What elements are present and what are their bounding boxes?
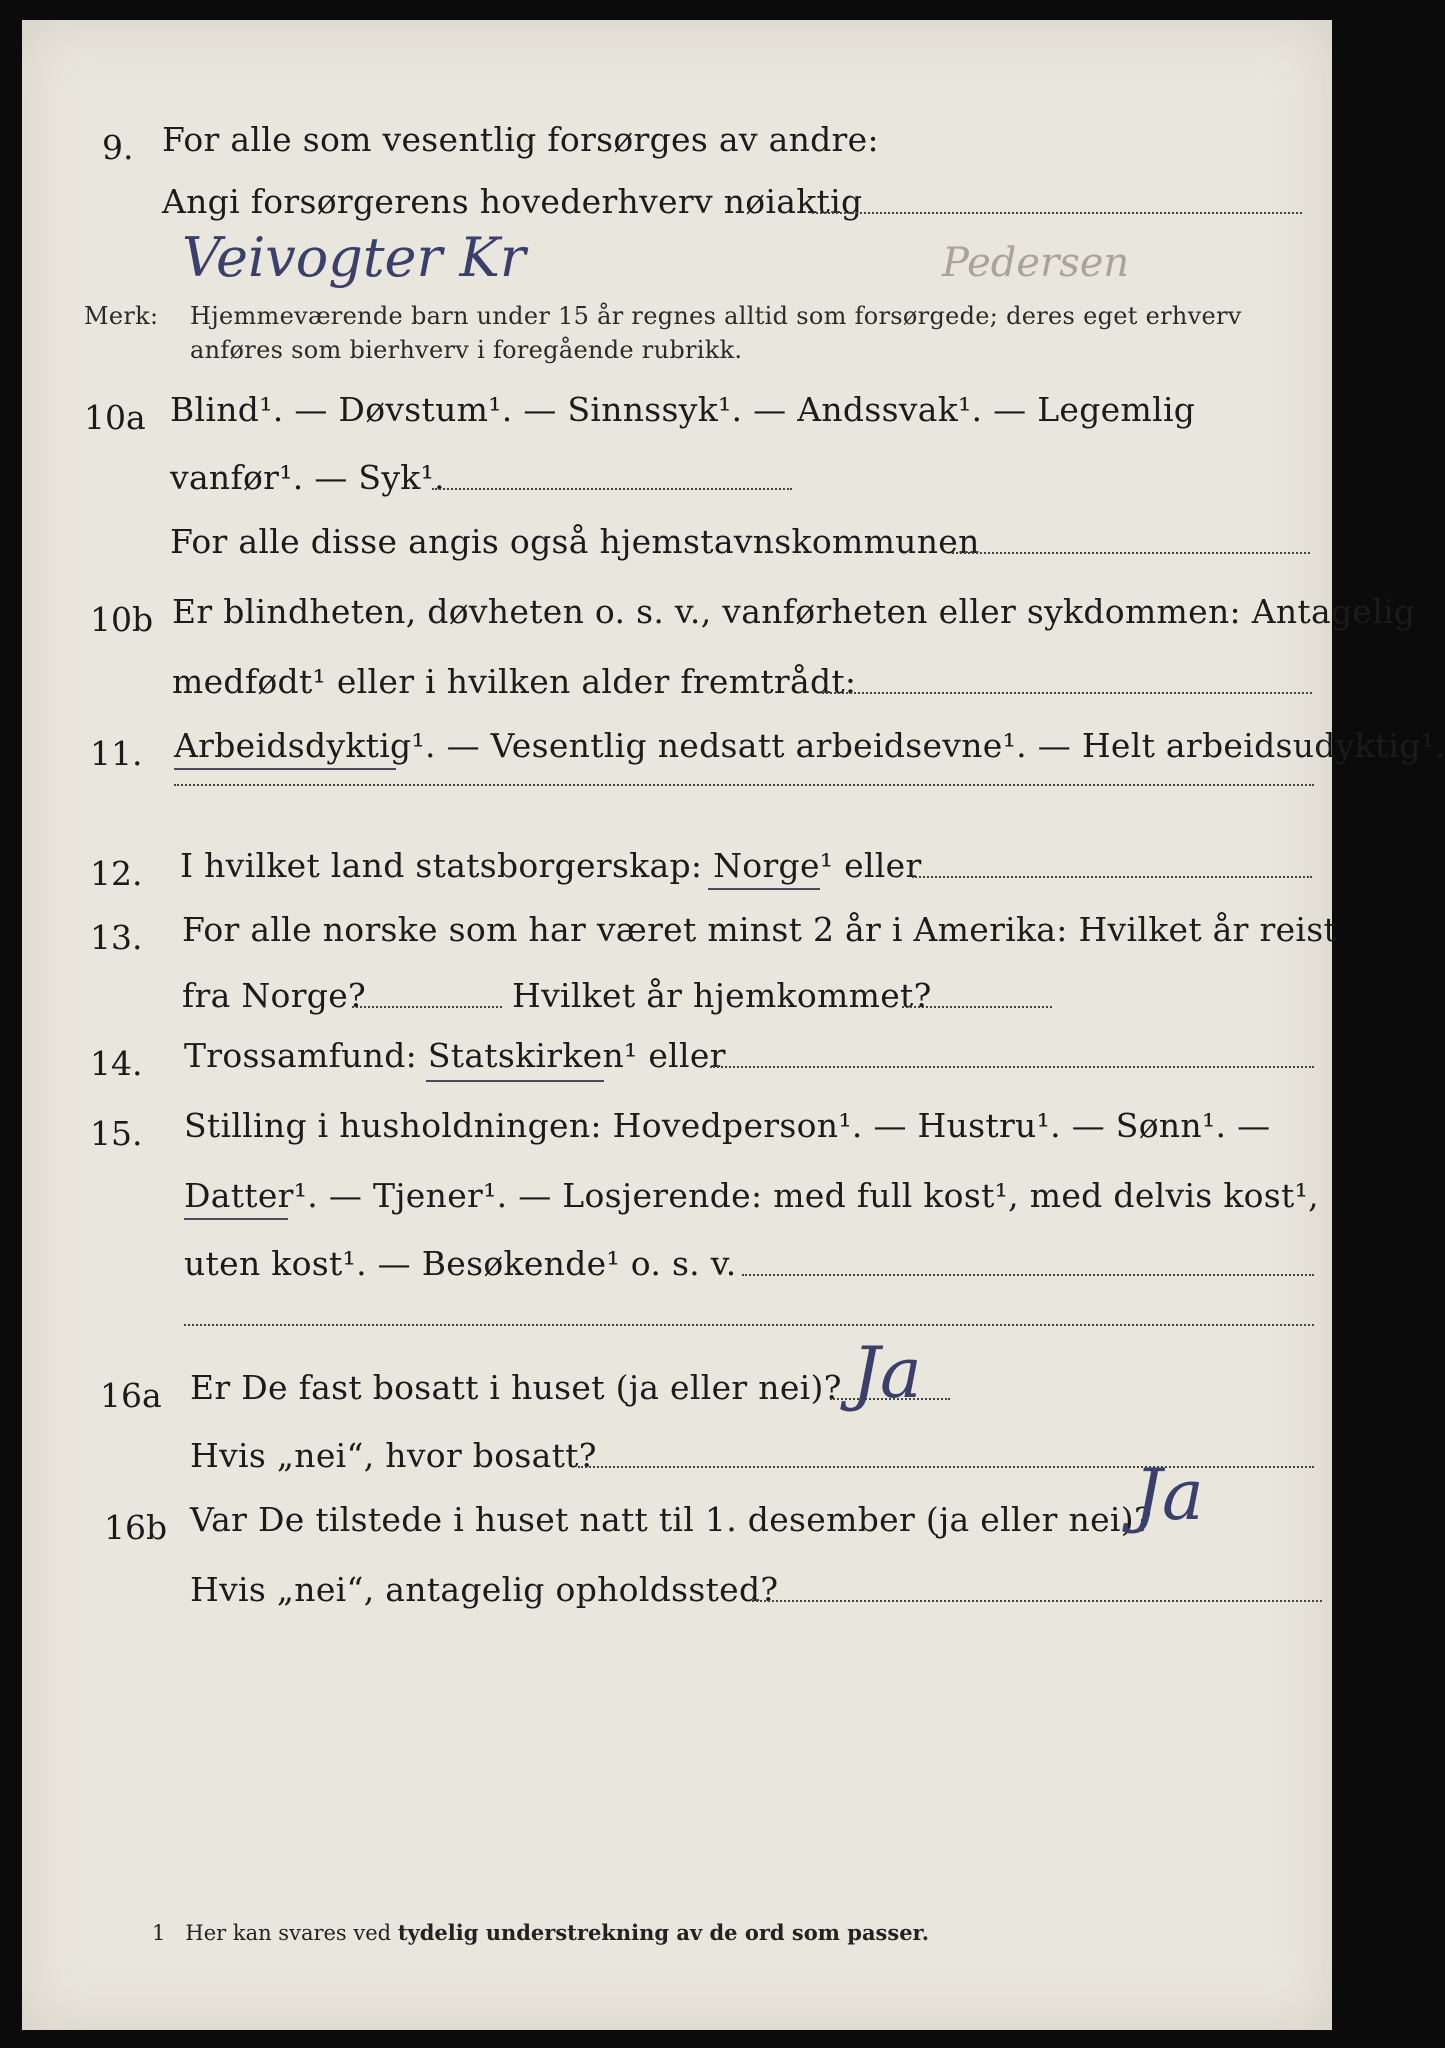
q12-dots (912, 876, 1312, 878)
q13-line2a: fra Norge? (182, 976, 367, 1015)
q10b-dots (822, 692, 1312, 694)
q14-handwritten-underline (426, 1080, 604, 1082)
footnote-text-b: tydelig understrekning av de ord som passer. (397, 1920, 930, 1945)
q11-line (174, 726, 1445, 765)
merk-line2: anføres som bierhverv i foregående rubrikk. (190, 336, 743, 364)
q15-dots-a (742, 1274, 1314, 1276)
census-form-page (22, 20, 1445, 2030)
q10a-number: 10a (84, 398, 146, 437)
q9-handwritten-answer: Veivogter Kr (182, 226, 526, 289)
q16b-dots (752, 1600, 1322, 1602)
q15-dots-b (184, 1324, 1314, 1326)
q15-datter: Datter (184, 1176, 294, 1215)
q12-line (180, 846, 922, 885)
footnote-text-a: Her kan svares ved (185, 1921, 392, 1945)
q14-line (184, 1036, 726, 1075)
q10a-line1: Blind¹. — Døvstum¹. — Sinnssyk¹. — Andssvak¹. — Legemlig (170, 390, 1196, 429)
q11-handwritten-underline (174, 768, 396, 770)
q12-handwritten-underline (708, 888, 820, 890)
q11-arbeidsdyktig: Arbeidsdyktig (174, 726, 412, 765)
q14-dots (710, 1066, 1314, 1068)
q10a-line3: For alle disse angis også hjemstavnskommunen (170, 522, 980, 561)
footnote-mark: 1 (152, 1921, 166, 1945)
q9-answer-line (812, 212, 1302, 214)
q15-line2-rest: ¹. — Tjener¹. — Losjerende: med full kost¹, med delvis kost¹, (293, 1176, 1319, 1215)
q15-line3: uten kost¹. — Besøkende¹ o. s. v. (184, 1244, 737, 1283)
q9-number: 9. (102, 128, 134, 167)
q16b-line1: Var De tilstede i huset natt til 1. desember (ja eller nei)? (190, 1500, 1152, 1539)
q10b-line2: medfødt¹ eller i hvilken alder fremtrådt: (172, 662, 857, 701)
merk-label: Merk: (84, 302, 159, 330)
merk-line1: Hjemmeværende barn under 15 år regnes alltid som forsørgede; deres eget erhverv (190, 302, 1242, 330)
q16a-line1: Er De fast bosatt i huset (ja eller nei)? (190, 1368, 842, 1407)
q12-eller: ¹ eller (819, 846, 922, 885)
q9-line2: Angi forsørgerens hovederhverv nøiaktig (162, 182, 863, 221)
footnote (152, 1920, 929, 1945)
q12-norge: Norge (713, 846, 820, 885)
q10b-line1: Er blindheten, døvheten o. s. v., vanførheten eller sykdommen: Antagelig (172, 592, 1416, 631)
q13-dots-a (352, 1006, 502, 1008)
q13-number: 13. (90, 918, 143, 957)
q10a-line3-dots (952, 552, 1310, 554)
q10b-number: 10b (90, 600, 154, 639)
q14-eller: ¹ eller (624, 1036, 726, 1075)
q16a-handwritten-answer: Ja (852, 1332, 922, 1414)
q16b-number: 16b (104, 1508, 168, 1547)
q15-handwritten-underline (184, 1218, 288, 1220)
q11-dots (174, 784, 1314, 786)
q13-line1: For alle norske som har været minst 2 år i Amerika: Hvilket år reist (182, 910, 1338, 949)
q15-number: 15. (90, 1114, 143, 1153)
q13-line2b: Hvilket år hjemkommet? (512, 976, 932, 1015)
q16a-number: 16a (100, 1376, 162, 1415)
q16b-line2: Hvis „nei“, antagelig opholdssted? (190, 1570, 779, 1609)
q12-question: I hvilket land statsborgerskap: (180, 846, 703, 885)
q9-line1: For alle som vesentlig forsørges av andre: (162, 120, 879, 159)
q14-label: Trossamfund: (184, 1036, 418, 1075)
q14-statskirken: Statskirken (427, 1036, 625, 1075)
q11-rest: ¹. — Vesentlig nedsatt arbeidsevne¹. — Helt arbeidsudyktig¹. (411, 726, 1445, 765)
q12-number: 12. (90, 854, 143, 893)
q10a-line2: vanfør¹. — Syk¹. (170, 458, 445, 497)
q16b-handwritten-answer: Ja (1134, 1454, 1204, 1536)
q10a-line2-dots (432, 488, 792, 490)
q16a-line2: Hvis „nei“, hvor bosatt? (190, 1436, 597, 1475)
q11-number: 11. (90, 734, 143, 773)
q15-line1: Stilling i husholdningen: Hovedperson¹. — Hustru¹. — Sønn¹. — (184, 1106, 1271, 1145)
q14-number: 14. (90, 1044, 143, 1083)
q13-dots-b (902, 1006, 1052, 1008)
q15-line2 (184, 1176, 1319, 1215)
q9-handwritten-faint: Pedersen (942, 240, 1130, 286)
